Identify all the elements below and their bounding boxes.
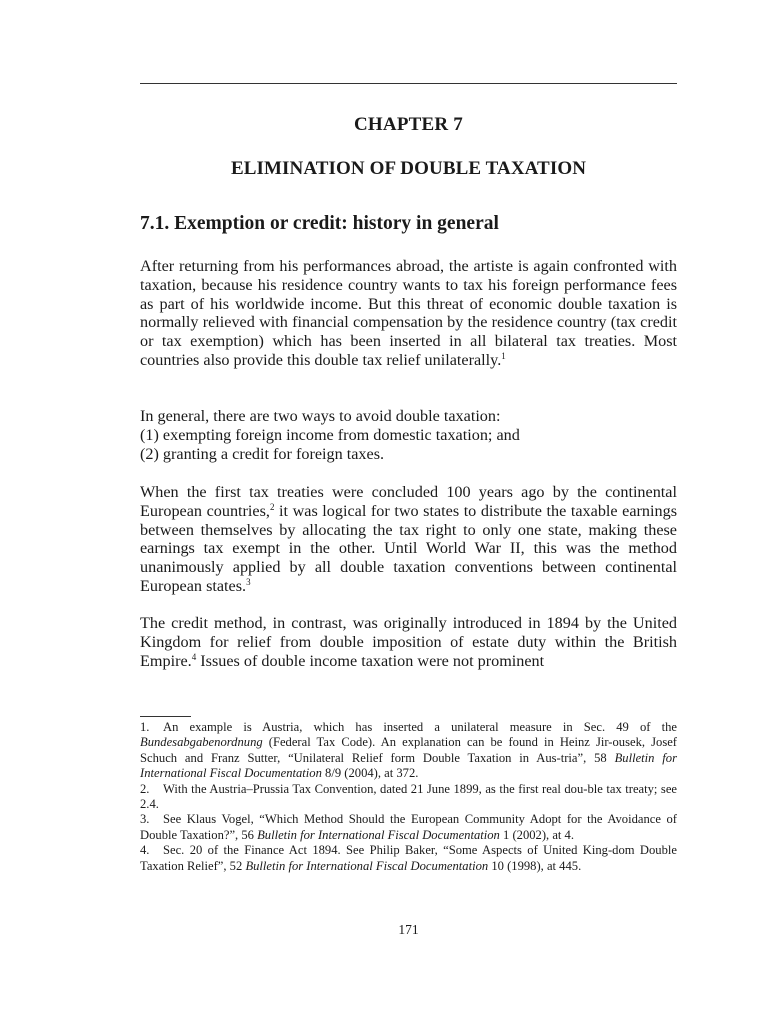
paragraph-2: [140, 407, 677, 463]
paragraph-4: [140, 614, 677, 670]
chapter-number: CHAPTER 7: [354, 114, 463, 135]
paragraph-3: [140, 483, 677, 596]
page-number: 171: [398, 922, 419, 937]
footnote-1-text-c: 8/9 (2004), at 372.: [321, 766, 419, 781]
footnote-4-text-a: Sec. 20 of the Finance Act 1894. See Philip Baker, “Some Aspects of United King-dom Double Taxation Relief”, 52: [140, 843, 677, 873]
paragraph-4-text-a: The credit method, in contrast, was originally introduced in 1894 by the United Kingdom for relief from double imposition of estate duty within the British Empire.: [140, 614, 677, 670]
footnote-1-italic-a: Bundesabgabenordnung: [140, 735, 263, 750]
footnote-1-italic-b: Bulletin for International Fiscal Documentation: [140, 750, 678, 781]
paragraph-2-intro: In general, there are two ways to avoid double taxation:: [140, 407, 501, 425]
footnote-1-number: 1.: [140, 720, 150, 734]
paragraph-1: [140, 257, 677, 370]
footnote-3-text-a: See Klaus Vogel, “Which Method Should the European Community Adopt for the Avoidance of Double Taxation?”, 56: [140, 812, 677, 842]
paragraph-3-text-b: it was logical for two states to distribute the taxable earnings between themselves by allocating the tax right to only one state, making these earnings tax exempt in the other. Until World War II, this was the method unanimously applied by all double taxation conventions between continental European states.: [140, 501, 677, 595]
header-rule: [140, 83, 677, 84]
footnote-3-italic-a: Bulletin for International Fiscal Documentation: [257, 827, 500, 842]
paragraph-4-text-b: Issues of double income taxation were not prominent: [196, 651, 545, 670]
footnote-ref-4[interactable]: 4: [191, 651, 197, 662]
footnote-1-text-b: (Federal Tax Code). An explanation can be found in Heinz Jir-ousek, Josef Schuch and Franz Sutter, “Unilateral Relief form Double Taxation in Aus-tria”, 58: [140, 735, 677, 765]
list-item-1: (1) exempting foreign income from domestic taxation; and: [140, 425, 520, 444]
footnote-ref-3[interactable]: 3: [246, 576, 251, 587]
footnote-4-italic-a: Bulletin for International Fiscal Documentation: [245, 858, 489, 873]
footnote-3-number: 3.: [140, 812, 150, 827]
footnotes: [140, 720, 677, 874]
footnote-2-text: With the Austria–Prussia Tax Convention, dated 21 June 1899, as the first real dou-ble tax treaty; see 2.4.: [140, 781, 677, 812]
footnote-rule: [140, 716, 191, 717]
list-item-2: (2) granting a credit for foreign taxes.: [140, 444, 385, 463]
section-heading: 7.1. Exemption or credit: history in general: [140, 213, 499, 234]
chapter-title: ELIMINATION OF DOUBLE TAXATION: [230, 158, 587, 179]
footnote-2-number: 2.: [140, 781, 150, 796]
footnote-3-text-b: 1 (2002), at 4.: [499, 827, 575, 842]
footnote-1: [140, 720, 677, 782]
footnote-ref-1[interactable]: 1: [501, 350, 506, 361]
paragraph-1-text: After returning from his performances abroad, the artiste is again confronted with taxation, because his residence country wants to tax his foreign performance fees as part of his worldwide income. But this threat of economic double taxation is normally relieved with financial compensation by the residence country (tax credit or tax exemption) which has been inserted in all bilateral tax treaties. Most countries also provide this double tax relief unilaterally.: [140, 257, 677, 369]
paragraph-3-text-a: When the first tax treaties were concluded 100 years ago by the continental European countries,: [140, 483, 677, 520]
footnote-4-number: 4.: [140, 843, 150, 858]
footnote-ref-2[interactable]: 2: [269, 501, 275, 512]
footnote-3: [140, 812, 677, 843]
footnote-2: [140, 782, 677, 813]
footnote-1-text-a: An example is Austria, which has inserted a unilateral measure in Sec. 49 of the: [163, 720, 677, 734]
footnote-4: [140, 843, 677, 874]
footnote-4-text-b: 10 (1998), at 445.: [488, 858, 582, 873]
